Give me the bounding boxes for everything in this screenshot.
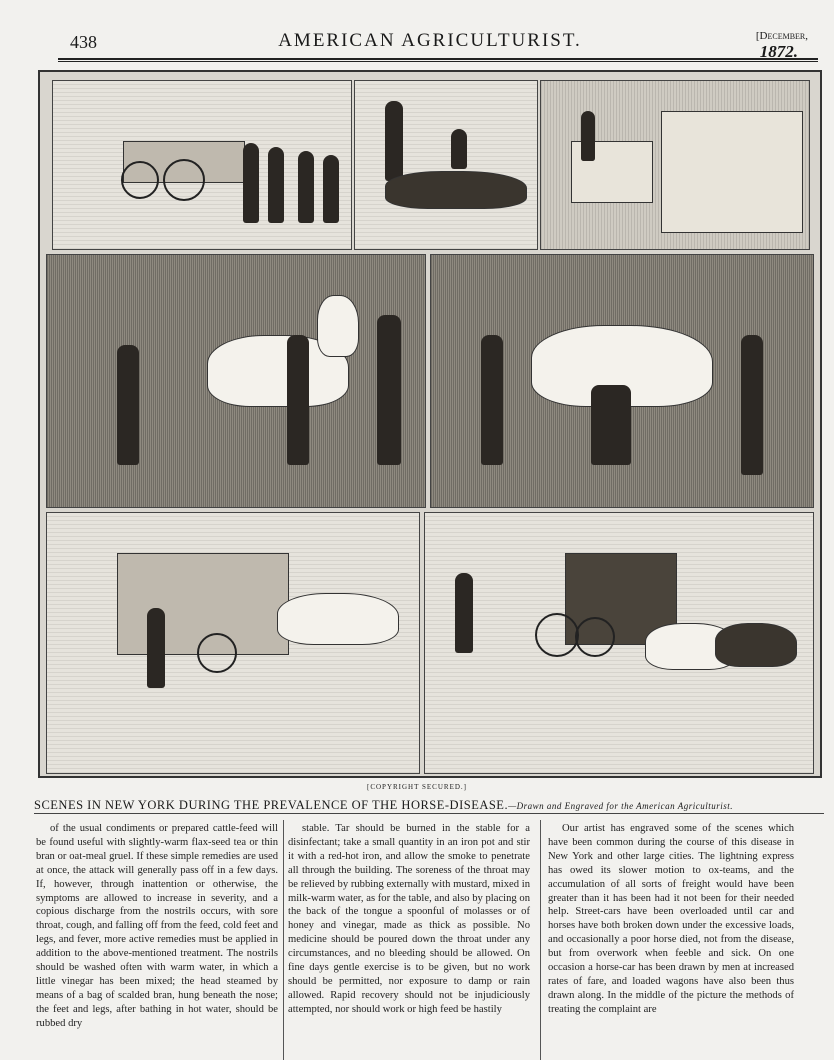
paragraph: of the usual condiments or prepared cattle-feed will be found useful with slightly-warm flax-seed tea or thin bran or oat-meal gruel. If these simple remedies are used at once, the attack will generally pass off in a few days. If, however, through inattention or otherwise, the symptoms are allowed to increase in severity, and a copious discharge from the nostrils occurs, with sore throat, cough, and falling off from the feed, cold feet and legs, and fever, more active remedies must be applied in addition to the above-mentioned treatment. The nostrils should be washed often with warm water, in which a little vinegar has been mixed; the head steamed by means of a bag of scalded bran, hung beneath the nose; the feet and legs, after bathing in hot water, should be rubbed dry [36,823,278,1029]
publication-title: AMERICAN AGRICULTURIST. [278,30,582,51]
panel-overloaded-streetcar [46,512,420,774]
header-rule-thin [58,61,818,62]
engraving-illustration [38,70,822,778]
fallen-horse [385,171,527,209]
text-column-2 [288,822,530,1017]
panel-treating-white-horse [46,254,426,508]
panel-freight-depot [540,80,810,250]
man-figure [377,315,401,465]
header-rule [58,58,818,60]
caption-rule [34,813,824,814]
streetcar-horse [277,593,399,645]
man-figure [287,335,309,465]
man-figure [455,573,473,653]
man-figure [741,335,763,475]
man-figure [385,101,403,181]
figure-caption [34,798,824,813]
panel-ox-team [424,512,814,774]
man-figure [451,129,467,169]
issue-month: [December, [755,30,808,42]
paragraph: Our artist has engraved some of the scenes which have been common during the course of this disease in New York and other large cities. The lightning express has owed its slower motion to ox-teams, and the accumulation of all sorts of freight would have been greater than it has been had it not been for their needed help. Street-cars have been overloaded until car and horses have both broken down under the excessive loads, and occasionally a poor horse died, not from the disease, but from overwork when feeble and sick. On one occasion a horse-car has been drawn by men at increased rates of fare, and loaded wagons have also been thus drawn along. In the middle of the picture the methods of treating the complaint are [548,823,794,1015]
man-figure [481,335,503,465]
man-figure [243,143,259,223]
copyright-notice: [COPYRIGHT SECURED.] [367,783,467,791]
text-column-3 [548,822,794,1017]
man-figure [268,147,284,223]
man-figure [117,345,139,465]
man-figure [298,151,314,223]
panel-blanketed-horse [430,254,814,508]
column-divider [283,820,284,1060]
caption-title: SCENES IN NEW YORK DURING THE PREVALENCE OF THE HORSE-DISEASE. [34,798,509,812]
man-figure [591,385,631,465]
wheel [121,161,159,199]
wheel [535,613,579,657]
column-divider [540,820,541,1060]
issue-year: 1872. [759,42,798,61]
man-figure [581,111,595,161]
freight-boxes [661,111,803,233]
wheel [575,617,615,657]
wheel [163,159,205,201]
ox [715,623,797,667]
caption-credit: —Drawn and Engraved for the American Agriculturist. [508,801,733,811]
panel-fallen-horse [354,80,538,250]
man-figure [323,155,339,223]
text-column-1 [36,822,278,1031]
white-horse-head [317,295,359,357]
masthead [40,28,820,61]
man-figure [147,608,165,688]
page-number: 438 [70,32,97,52]
panel-men-pulling-wagon [52,80,352,250]
paragraph: stable. Tar should be burned in the stable for a disinfectant; take a small quantity in an iron pot and stir it with a red-hot iron, and allow the smoke to penetrate all through the building. The soreness of the throat may be relieved by rubbing externally with mustard, mixed in milk-warm water, as for the table, and also by placing on the back of the tongue a spoonful of molasses or of honey and vinegar, made as thick as possible. No medicine should be poured down the throat under any circumstances, and no bleeding should be allowed. On fine days gentle exercise is to be given, but no work should be permitted, nor exposure to damp or rain allowed. Rapid recovery should not be injudiciously attempted, nor should work or high feed be hastily [288,823,530,1015]
wheel [197,633,237,673]
